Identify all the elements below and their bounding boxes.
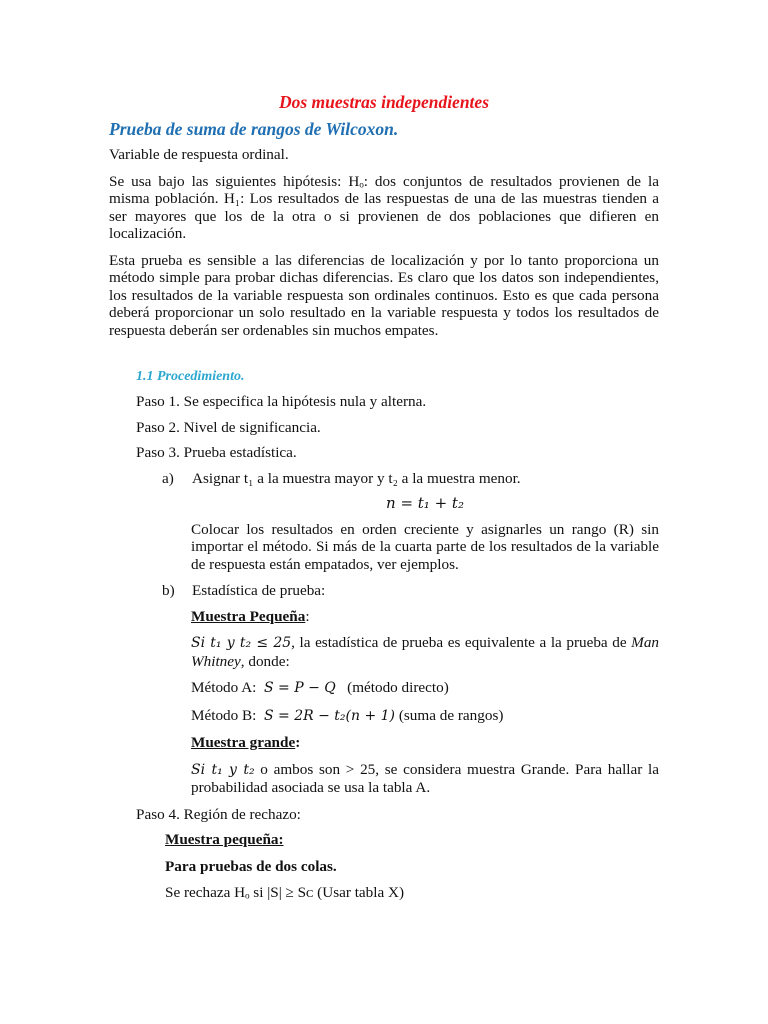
- item-a-description: Colocar los resultados en orden creciente y asignarles un rango (R) sin importar el método. Si más de la cuarta parte de los resultados de la variable de respuesta están empatados, ver ejemplos.: [191, 520, 659, 573]
- item-b-body: [191, 608, 659, 797]
- two-tails-heading-line: [165, 858, 659, 876]
- document-subtitle: Prueba de suma de rangos de Wilcoxon.: [109, 119, 399, 139]
- large-sample-text: o ambos son > 25, se considera muestra Grande. Para hallar la probabilidad asociada se usa la tabla A.: [191, 760, 660, 796]
- small-sample-colon: :: [305, 607, 310, 625]
- method-a-formula: S = P − Q: [264, 680, 336, 696]
- list-text-a: Asignar t₁ a la muestra mayor y t₂ a la muestra menor.: [192, 469, 521, 487]
- paragraph-variable: Variable de respuesta ordinal.: [109, 146, 289, 163]
- small-sample-heading: Muestra Pequeña: [191, 607, 306, 625]
- list-label-b: b): [162, 582, 175, 599]
- method-a-line: [191, 679, 659, 698]
- small-sample-description: [191, 634, 659, 670]
- large-sample-condition: Si t₁ y t₂: [191, 761, 255, 778]
- method-b-formula: S = 2R − t₂(n + 1): [264, 707, 396, 724]
- two-tails-heading: Para pruebas de dos colas.: [165, 857, 337, 875]
- step-4-body: [165, 831, 659, 902]
- small-sample-text: , la estadística de prueba es equivalente a la prueba de: [291, 634, 627, 651]
- step-1: Paso 1. Se especifica la hipótesis nula y alterna.: [136, 393, 427, 410]
- paragraph-hypothesis: Se usa bajo las siguientes hipótesis: Hₒ: dos conjuntos de resultados provienen de la misma población. H₁: Los resultados de las respuestas de una de las muestras tienden a ser mayores que los de la otra o si provienen de dos poblaciones que difieren en localización.: [109, 172, 659, 242]
- method-b-label: Método B:: [191, 706, 257, 724]
- formula-n: n = t₁ + t₂: [386, 494, 464, 512]
- list-label-a: a): [162, 469, 174, 487]
- step-4: Paso 4. Región de rechazo:: [136, 805, 301, 823]
- step-2: Paso 2. Nivel de significancia.: [136, 418, 321, 436]
- section-heading-procedure: 1.1 Procedimiento.: [136, 369, 245, 384]
- small-sample-end: , donde:: [240, 652, 290, 670]
- reject-small-sample-heading: Muestra pequeña:: [165, 831, 284, 848]
- list-text-b: Estadística de prueba:: [192, 582, 326, 599]
- large-sample-colon: :: [295, 734, 301, 751]
- list-item-b: [136, 582, 659, 600]
- small-sample-heading-line: [191, 608, 659, 626]
- method-b-note: (suma de rangos): [398, 706, 504, 724]
- large-sample-heading: Muestra grande: [191, 734, 296, 751]
- list-item-a: [136, 470, 659, 488]
- paragraph-sensitivity: Esta prueba es sensible a las diferencias de localización y por lo tanto proporciona un método simple para probar dichas diferencias. Es claro que los datos son independientes, los resultados de la variable respuesta son ordinales continuos. Esto es que cada persona deberá proporcionar un solo resultado en la variable respuesta y todos los resultados de respuesta deberán ser ordenables sin muchos empates.: [109, 251, 659, 339]
- small-sample-condition: Si t₁ y t₂ ≤ 25: [191, 635, 292, 651]
- method-a-label: Método A:: [191, 679, 257, 696]
- method-b-line: [191, 707, 659, 726]
- large-sample-description: [191, 761, 659, 797]
- step-3: Paso 3. Prueba estadística.: [136, 444, 297, 461]
- author-name: Man Whitney: [191, 634, 660, 670]
- document-title: Dos muestras independientes: [278, 92, 490, 112]
- document-page: [109, 92, 659, 902]
- reject-rule: Se rechaza Hₒ si |S| ≥ Sᴄ (Usar tabla X): [165, 884, 405, 901]
- reject-small-sample-line: [165, 831, 659, 849]
- method-a-note: (método directo): [347, 679, 449, 696]
- item-a-body: [191, 495, 659, 573]
- large-sample-heading-line: [191, 734, 659, 752]
